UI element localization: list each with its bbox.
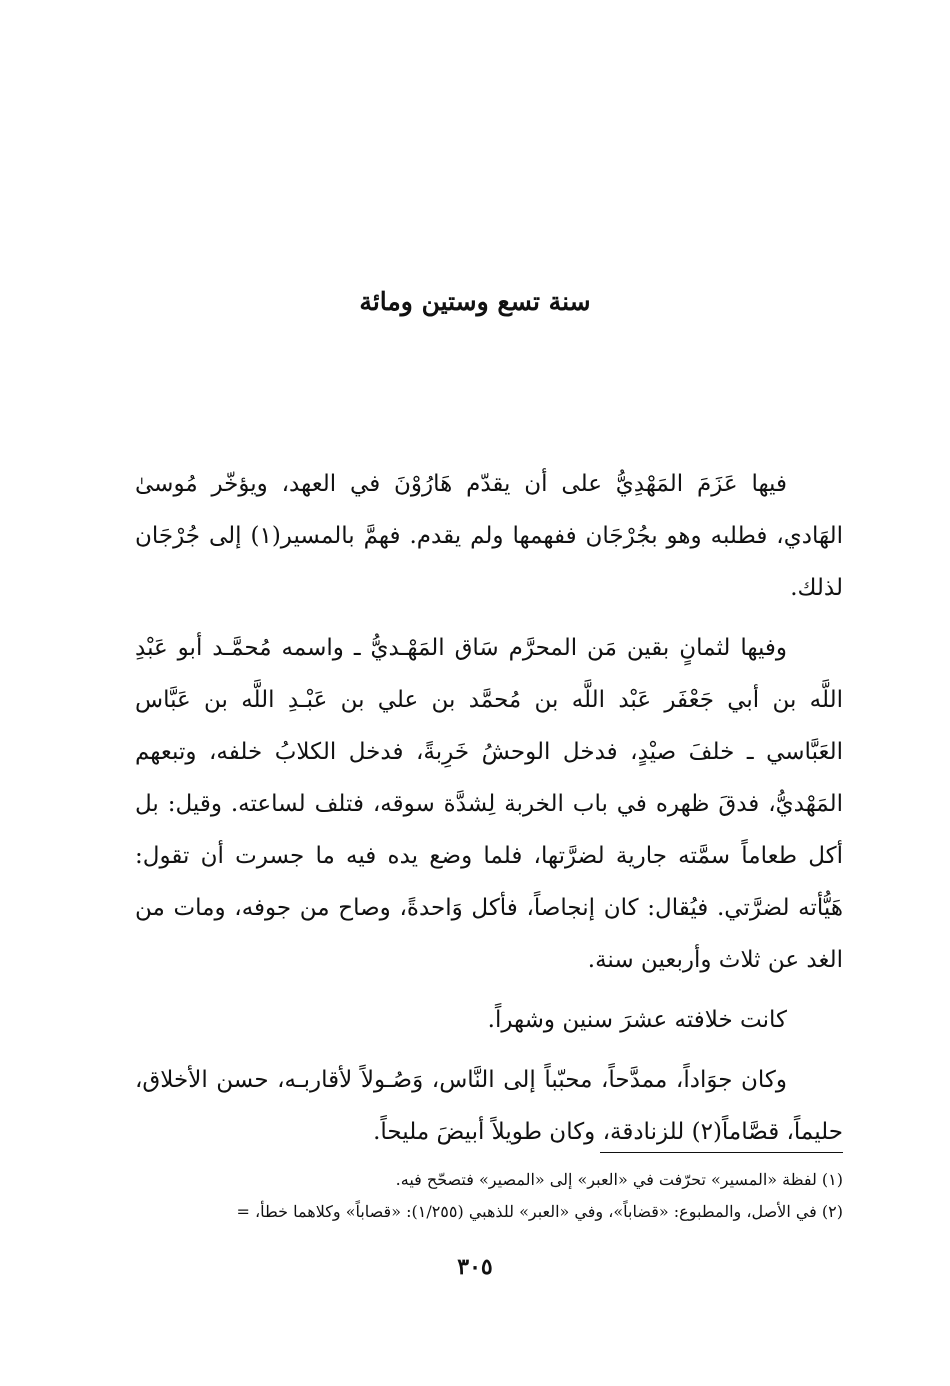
footnote-divider [600,1152,843,1153]
paragraph: فيها عَزَمَ المَهْدِيُّ على أن يقدّم هَارُوْنَ في العهد، ويؤخّر مُوسىٰ الهَادي، فطلبه وهو بجُرْجَان ففهمها ولم يقدم. فهمَّ بالمسير(١) إلى جُرْجَان لذلك. [135,471,843,601]
footnote: (٢) في الأصل، والمطبوع: «قضاباً»، وفي «العبر» للذهبي (١/٢٥٥): «قصاباً» وكلاهما خطأ، = [236,1202,843,1221]
page-number: ٣٠٥ [457,1254,493,1280]
footnotes [110,1164,843,1228]
paragraph: وكان جوَاداً، ممدَّحاً، محبّباً إلى النَّاس، وَصُـولاً لأقاربـه، حسن الأخلاق، حليماً، قصَّاماً(٢) للزنادقة، وكان طويلاً أبيضَ مليحاً. [135,1067,843,1145]
paragraph: وفيها لثمانٍ بقين مَن المحرَّم سَاق المَهْـديُّ ـ واسمه مُحمَّـد أبو عَبْدِ اللَّه بن أبي جَعْفَر عَبْد اللَّه بن مُحمَّد بن علي بن عَبْـدِ اللَّه بن عَبَّاس العَبَّاسي ـ خلفَ صيْدٍ، فدخل الوحشُ خَرِبةً، فدخل الكلابُ خلفه، وتبعهم المَهْديُّ، فدقَ ظهره في باب الخربة لِشدَّة سوقه، فتلف لساعته. وقيل: بل أكل طعاماً سمَّته جارية لضرَّتها، فلما وضع يده فيه ما جسرت أن تقول: هَيُّأته لضرَّتي. فيُقال: كان إنجاصاً، فأكل وَاحدةً، وصاح من جوفه، ومات من الغد عن ثلاث وأربعين سنة. [135,635,843,973]
paragraph: كانت خلافته عشرَ سنين وشهراً. [487,1007,787,1033]
body-text [135,458,843,1158]
footnote: (١) لفظة «المسير» تحرّفت في «العبر» إلى «المصير» فتصحّح فيه. [395,1170,843,1189]
chapter-title: سنة تسع وستين ومائة [359,287,591,316]
